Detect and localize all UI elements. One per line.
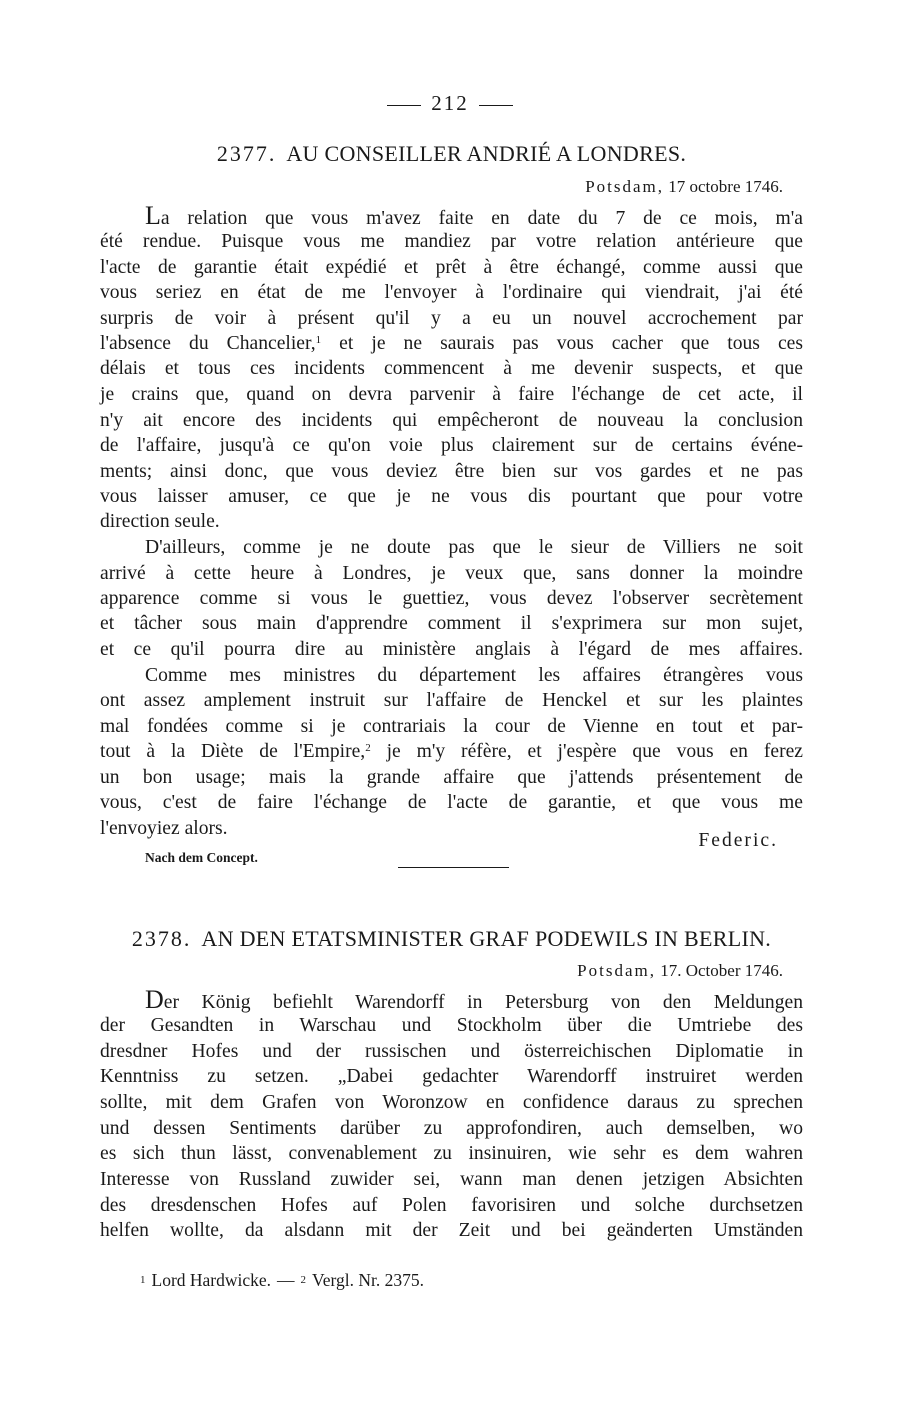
footnote-text: Lord Hardwicke. xyxy=(151,1270,272,1290)
text-line: vous, c'est de faire l'échange de l'acte de garantie, et que vous me xyxy=(100,792,803,813)
text-line: l'envoyiez alors. xyxy=(100,818,228,839)
footnote-ref: 1 xyxy=(315,334,322,346)
text-line: direction seule. xyxy=(100,511,220,532)
text-line: l'acte de garantie était expédié et prêt à être échangé, comme aussi que xyxy=(100,257,803,278)
dateline-date: 17 octobre 1746. xyxy=(668,177,783,196)
text-line: un bon usage; mais la grande affaire que j'attends présentement de xyxy=(100,767,803,788)
text-line: und dessen Sentiments darüber zu approfondiren, auch demselben, wo xyxy=(100,1118,803,1139)
text-line: vous seriez en état de me l'envoyer à l'ordinaire qui viendrait, j'ai été xyxy=(100,282,803,303)
letter-2377-heading xyxy=(100,141,803,167)
page-number: 212 xyxy=(0,91,900,116)
letter-2378-dateline xyxy=(577,961,783,981)
footnote-separator: — xyxy=(277,1270,295,1290)
text-line: délais et tous ces incidents commencent à me devenir suspects, et que xyxy=(100,358,803,379)
footnotes xyxy=(140,1270,424,1291)
text-line: Kenntniss zu setzen. „Dabei gedachter Warendorff instruiret werden xyxy=(100,1066,803,1087)
letter-2377-dateline xyxy=(585,177,783,197)
text-line: n'y ait encore des incidents qui empêcheront de nouveau la conclusion xyxy=(100,410,803,431)
text-line: dresdner Hofes und der russischen und österreichischen Diplomatie in xyxy=(100,1041,803,1062)
text-line: des dresdenschen Hofes auf Polen favorisiren und solche durchsetzen xyxy=(100,1195,803,1216)
letter-number: 2377. xyxy=(216,141,277,166)
letter-number: 2378. xyxy=(131,926,192,951)
section-separator xyxy=(398,867,509,868)
text-line: Der König befiehlt Warendorff in Petersburg von den Meldungen xyxy=(145,985,803,1014)
footnote-mark: 1 xyxy=(140,1274,146,1286)
dateline-place: Potsdam, xyxy=(577,961,656,980)
footnote-mark: 2 xyxy=(300,1274,307,1286)
text-line: tout à la Diète de l'Empire,$^2$ je m'y réfère, et j'espère que vous en ferez xyxy=(100,741,804,762)
text-line: D'ailleurs, comme je ne doute pas que le sieur de Villiers ne soit xyxy=(145,537,803,558)
text-line: surpris de voir à présent qu'il y a eu un nouvel accrochement par xyxy=(100,308,803,329)
text-line: helfen wollte, da alsdann mit der Zeit und bei geänderten Umständen xyxy=(100,1220,803,1241)
text-line: Interesse von Russland zuwider sei, wann man denen jetzigen Absichten xyxy=(100,1169,803,1190)
text-line: de l'affaire, jusqu'à ce qu'on voie plus clairement sur de certains événe- xyxy=(100,435,803,456)
dateline-place: Potsdam, xyxy=(585,177,665,196)
text-line: ont assez amplement instruit sur l'affaire de Henckel et sur les plaintes xyxy=(100,690,803,711)
source-note: Nach dem Concept. xyxy=(145,850,258,865)
footnote-text: Vergl. Nr. 2375. xyxy=(312,1270,425,1290)
letter-title: AU CONSEILLER ANDRIÉ A LONDRES. xyxy=(286,141,687,166)
text-line: der Gesandten in Warschau und Stockholm über die Umtriebe des xyxy=(100,1015,803,1036)
text-line: es sich thun lässt, convenablement zu insinuiren, wie sehr es dem wahren xyxy=(100,1143,803,1164)
letter-title: AN DEN ETATSMINISTER GRAF PODEWILS IN BERLIN. xyxy=(201,926,772,951)
text-line: mal fondées comme si je contrariais la cour de Vienne en tout et par- xyxy=(100,716,803,737)
text-line: l'absence du Chancelier,$^1$ et je ne saurais pas vous cacher que tous ces xyxy=(100,333,803,354)
text-line: La relation que vous m'avez faite en date du 7 de ce mois, m'a xyxy=(145,201,803,230)
footnote-ref: 2 xyxy=(365,742,371,754)
text-line: été rendue. Puisque vous me mandiez par votre relation antérieure que xyxy=(100,231,803,252)
text-line: sollte, mit dem Grafen von Woronzow en confidence daraus zu sprechen xyxy=(100,1092,803,1113)
text-line: vous laisser amuser, ce que je ne vous dis pourtant que pour votre xyxy=(100,486,803,507)
letter-2378-heading xyxy=(100,926,803,952)
text-line: ments; ainsi donc, que vous deviez être bien sur vos gardes et ne pas xyxy=(100,461,803,482)
text-line: apparence comme si vous le guettiez, vous devez l'observer secrètement xyxy=(100,588,803,609)
text-line: et ce qu'il pourra dire au ministère anglais à l'égard de mes affaires. xyxy=(100,639,803,660)
text-line: et tâcher sous main d'apprendre comment il s'exprimera sur mon sujet, xyxy=(100,613,803,634)
text-line: Comme mes ministres du département les affaires étrangères vous xyxy=(145,665,803,686)
text-line: je crains que, quand on devra parvenir à faire l'échange de cet acte, il xyxy=(100,384,803,405)
dateline-date: 17. October 1746. xyxy=(660,961,783,980)
page-number-dash-left xyxy=(387,105,421,106)
initial-letter: L xyxy=(145,201,161,230)
text-line: arrivé à cette heure à Londres, je veux que, sans donner la moindre xyxy=(100,563,803,584)
signature: Federic. xyxy=(698,830,778,851)
initial-letter: D xyxy=(145,985,164,1014)
page-number-dash-right xyxy=(479,105,513,106)
